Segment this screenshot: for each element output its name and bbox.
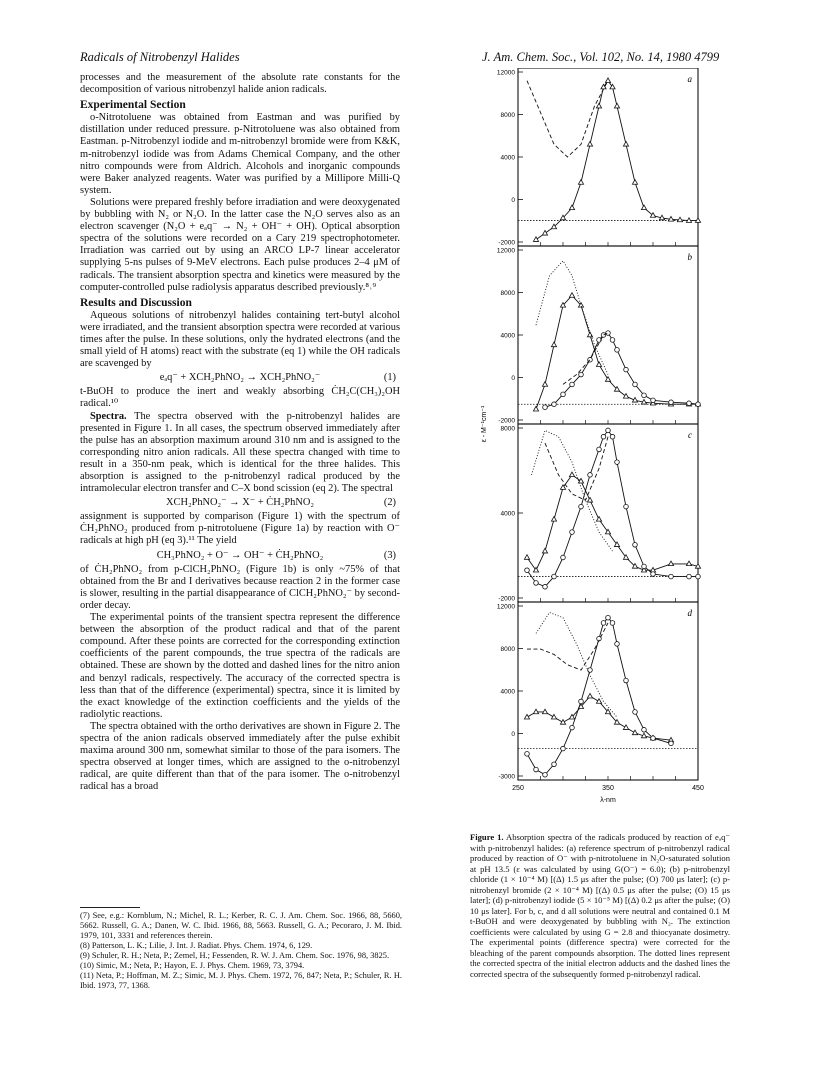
results-paragraph-4: of ĊH₂PhNO₂ from p-ClCH₂PhNO₂ (Figure 1b) is only ~75% of that obtained from the Br and I derivatives because reaction 2 in the former case is slower, resulting in the partial disappearance of ClCH₂PhNO₂⁻ by second-order decay. — [80, 563, 400, 611]
y-tick-label: 12000 — [496, 247, 515, 255]
series-dashed-line — [527, 623, 608, 670]
data-point-circle — [624, 678, 629, 683]
y-tick-label: -2000 — [498, 417, 515, 425]
data-point-triangle — [524, 714, 529, 719]
y-tick-label: -2000 — [498, 239, 515, 247]
equation-1-text: eₐq⁻ + XCH₂PhNO₂ → XCH₂PhNO₂⁻ — [159, 372, 321, 384]
data-point-circle — [610, 434, 615, 439]
reference-7: (7) See, e.g.: Kornblum, N.; Michel, R. L.; Kerber, R. C. J. Am. Chem. Soc. 1966, 88, 5660, 5662. Russell, G. A.; Danen, W. C. Ibid. 1966, 88, 5663. Russell, G. A.; Pecoraro, J. M. Ibid. 1979, 101, 3331 and references therein. — [80, 911, 402, 940]
experimental-paragraph-1: o-Nitrotoluene was obtained from Eastman and was purified by distillation under reduced pressure. p-Nitrotoluene was also obtained from Eastman. p-Nitrobenzyl iodide and m-nitrobenzyl bromide were from K&K, m-nitrobenzyl iodide was from Adams Chemical Company, and the other nitro compounds were from Aldrich. Alcohols and inorganic compounds were Baker analyzed reagents. Water was purified by a Millipore Milli-Q system. — [80, 112, 400, 196]
data-point-circle — [601, 333, 606, 338]
data-point-triangle — [632, 180, 637, 185]
running-head-right: J. Am. Chem. Soc., Vol. 102, No. 14, 1980 4799 — [482, 50, 720, 64]
data-point-circle — [669, 400, 674, 405]
equation-2-text: XCH₂PhNO₂⁻ → X⁻ + ĊH₂PhNO₂ — [166, 497, 314, 509]
data-point-circle — [552, 402, 557, 407]
data-point-triangle — [551, 517, 556, 522]
x-tick-label: 450 — [692, 785, 704, 792]
y-tick-label: 12000 — [496, 69, 515, 77]
data-point-circle — [597, 447, 602, 452]
results-paragraph-2: t-BuOH to produce the inert and weakly absorbing ĊH₂C(CH₃)₂OH radical.¹⁰ — [80, 386, 400, 410]
y-tick-label: 8000 — [500, 425, 515, 433]
data-point-circle — [642, 564, 647, 569]
data-point-triangle — [542, 230, 547, 235]
figure-caption — [470, 832, 730, 979]
data-point-triangle — [641, 205, 646, 210]
data-point-triangle — [623, 394, 628, 399]
panel-label: a — [687, 74, 692, 84]
x-tick-label: 350 — [602, 785, 614, 792]
data-point-triangle — [542, 709, 547, 714]
data-point-triangle — [560, 720, 565, 725]
data-point-circle — [642, 393, 647, 398]
data-point-circle — [624, 504, 629, 509]
x-tick-label: 250 — [512, 785, 524, 792]
data-point-circle — [624, 367, 629, 372]
y-tick-label: 12000 — [496, 603, 515, 611]
data-point-circle — [633, 382, 638, 387]
data-point-triangle — [668, 561, 673, 566]
data-point-circle — [642, 727, 647, 732]
results-paragraph-6: The spectra obtained with the ortho derivatives are shown in Figure 2. The spectra of the anion radicals observed immediately after the pulse exhibit maxima around 300 nm, somewhat similar to those of the para isomers. The spectra observed at longer times, which are assigned to the o-nitrobenzyl radical, are quite different than that of the para isomer. The o-nitrobenzyl radical has a broad — [80, 720, 400, 793]
data-point-circle — [588, 668, 593, 673]
series-circle-line — [545, 333, 698, 407]
y-tick-label: 8000 — [500, 112, 515, 119]
data-point-triangle — [587, 693, 592, 698]
data-point-circle — [610, 338, 615, 343]
data-point-triangle — [587, 497, 592, 502]
equation-2 — [80, 497, 400, 509]
spectra-text: The spectra observed with the p-nitrobenzyl halides are presented in Figure 1. In all cases, the spectrum observed immediately after the pulse has an absorption maximum around 310 nm and is assigned to the corresponding nitro anion radicals. All these spectra changed with time to result in a 350-nm peak, which is identical for the three halides. This absorption is assigned to the p-nitrobenzyl radical produced by the intramolecular electron transfer and C–X bond scission (eq 2). The spectral — [80, 410, 400, 495]
footnote-rule — [80, 907, 140, 908]
reference-9: (9) Schuler, R. H.; Neta, P.; Zemel, H.; Fessenden, R. W. J. Am. Chem. Soc. 1976, 98, 3825. — [80, 951, 390, 960]
y-tick-label: 0 — [511, 375, 515, 382]
data-point-triangle — [542, 382, 547, 387]
results-heading: Results and Discussion — [80, 296, 192, 309]
data-point-triangle — [623, 141, 628, 146]
data-point-circle — [651, 736, 656, 741]
series-triangle-line — [527, 475, 698, 570]
data-point-circle — [669, 574, 674, 579]
references — [80, 907, 402, 991]
figure-1 — [476, 68, 726, 830]
data-point-circle — [561, 392, 566, 397]
data-point-circle — [570, 725, 575, 730]
data-point-triangle — [542, 548, 547, 553]
data-point-circle — [579, 372, 584, 377]
equation-3 — [80, 550, 400, 562]
data-point-circle — [651, 398, 656, 403]
results-paragraph-3: assignment is supported by comparison (Figure 1) with the spectrum of ĊH₂PhNO₂ produced from p-nitrotoluene (Figure 1a) by reaction with O⁻ radicals at high pH (eq 3).¹¹ The yield — [80, 511, 400, 547]
data-point-triangle — [569, 205, 574, 210]
data-point-triangle — [686, 561, 691, 566]
data-point-triangle — [596, 103, 601, 108]
data-point-circle — [601, 621, 606, 626]
y-axis-label: ε - M⁻¹cm⁻¹ — [481, 405, 488, 443]
spectra-runin-heading: Spectra. — [90, 410, 127, 422]
data-point-circle — [606, 615, 611, 620]
data-point-circle — [543, 405, 548, 410]
data-point-circle — [552, 574, 557, 579]
running-head-left: Radicals of Nitrobenzyl Halides — [80, 50, 240, 64]
data-point-circle — [615, 642, 620, 647]
data-point-circle — [687, 574, 692, 579]
panel-label: b — [687, 252, 692, 262]
data-point-circle — [525, 568, 530, 573]
x-axis-label: λ-nm — [600, 797, 616, 804]
spectra-paragraph — [80, 411, 400, 496]
data-point-triangle — [695, 218, 700, 223]
figure-caption-text: Absorption spectra of the radicals produced by reaction of eₐq⁻ with p-nitrobenzyl halides: (a) reference spectrum of p-nitrobenzyl radical produced by reaction of O⁻ with p-nitrotoluene in N₂O-saturated solution at pH 13.5 (ε was calculated by using G(O⁻) = 6.0); (b) p-nitrobenzyl chloride (1 × 10⁻⁴ M) [(Δ) 1.5 μs after the pulse; (O) 700 μs later]; (c) p-nitrobenzyl bromide (2 × 10⁻⁴ M) [(Δ) 0.5 μs after the pulse; (O) 15 μs later]; (d) p-nitrobenzyl iodide (5 × 10⁻⁵ M) [(Δ) 0.2 μs after the pulse; (O) 10 μs later]. For b, c, and d all solutions were neutral and contained 0.1 M t-BuOH and were deoxygenated by bubbling with N₂. The extinction coefficients were calculated by using G = 2.8 and thiocyanate dosimetry. The experimental points (difference spectra) were corrected for the bleaching of the parent compounds absorption. The dotted lines represent the corrected spectra of the initial electron adducts and the dashed lines the corrected spectra of the subsequently formed p-nitrobenzyl radical. — [470, 832, 730, 979]
data-point-circle — [633, 710, 638, 715]
data-point-triangle — [596, 699, 601, 704]
equation-1-number: (1) — [383, 372, 396, 384]
data-point-circle — [687, 401, 692, 406]
data-point-triangle — [614, 103, 619, 108]
reference-8: (8) Patterson, L. K.; Lilie, J. Int. J. Radiat. Phys. Chem. 1974, 6, 129. — [80, 941, 313, 950]
data-point-triangle — [551, 714, 556, 719]
left-column — [80, 72, 400, 793]
experimental-heading: Experimental Section — [80, 99, 186, 112]
data-point-triangle — [551, 342, 556, 347]
data-point-triangle — [533, 406, 538, 411]
data-point-circle — [610, 621, 615, 626]
results-paragraph-1: Aqueous solutions of nitrobenzyl halides containing tert-butyl alcohol were irradiated, and the transient absorption spectra were recorded at various times after the pulse. In these solutions, only the hydrated electrons (and the small yield of H atoms) react with the substrate (eq 1) while the OH radicals are scavenged by — [80, 309, 400, 370]
data-point-circle — [606, 331, 611, 336]
data-point-circle — [669, 741, 674, 746]
data-point-triangle — [524, 555, 529, 560]
data-point-triangle — [569, 472, 574, 477]
y-tick-label: -3000 — [498, 773, 515, 781]
y-tick-label: -2000 — [498, 595, 515, 603]
data-point-circle — [525, 752, 530, 757]
data-point-circle — [615, 348, 620, 353]
reference-11: (11) Neta, P.; Hoffman, M. Z.; Simic, M. J. Phys. Chem. 1972, 76, 847; Neta, P.; Schuler, R. H. Ibid. 1973, 77, 1368. — [80, 971, 402, 990]
data-point-triangle — [578, 478, 583, 483]
panel-label: c — [688, 430, 692, 440]
data-point-circle — [579, 699, 584, 704]
data-point-circle — [601, 434, 606, 439]
data-point-circle — [561, 746, 566, 751]
results-paragraph-5: The experimental points of the transient spectra represent the difference between the absorption of the product radical and that of the parent compound. After these points are corrected for the corresponding extinction coefficients of the parent compounds, the true spectra of the radicals are obtained. These are shown by the dotted and dashed lines for the nitro anion and benzyl radicals, respectively. The accuracy of the corrected spectra is less than that of the difference (experimental) spectra, since it is limited by the exact knowledge of the extinction coefficients and the yields of the radiolytic reactions. — [80, 612, 400, 720]
series-dashed-line — [545, 437, 608, 501]
data-point-circle — [696, 574, 701, 579]
y-tick-label: 4000 — [500, 332, 515, 340]
equation-3-number: (3) — [383, 549, 396, 561]
data-point-triangle — [605, 377, 610, 382]
data-point-circle — [543, 584, 548, 589]
intro-paragraph: processes and the measurement of the absolute rate constants for the decomposition of various nitrobenzyl halide anion radicals. — [80, 72, 400, 96]
data-point-circle — [552, 762, 557, 767]
data-point-triangle — [632, 730, 637, 735]
y-tick-label: 0 — [511, 197, 515, 204]
panel-frame — [518, 602, 698, 780]
y-tick-label: 4000 — [500, 154, 515, 162]
equation-2-number: (2) — [383, 497, 396, 509]
data-point-triangle — [587, 141, 592, 146]
data-point-circle — [633, 542, 638, 547]
data-point-circle — [579, 504, 584, 509]
data-point-triangle — [569, 293, 574, 298]
data-point-circle — [615, 460, 620, 465]
experimental-paragraph-2: Solutions were prepared freshly before irradiation and were deoxygenated by bubbling with N₂ or N₂O. In the latter case the N₂O serves also as an electron scavenger (N₂O + eₐq⁻ → N₂ + OH⁻ + OH). Optical absorption spectra of the solutions were recorded on a Cary 219 spectrophotometer. Irradiation was carried out by using an ARCO LP-7 linear accelerator supplying 5-ns pulses of 9-MeV electrons. Each pulse produces 2–4 μM of radicals. The transient absorption spectra and kinetics were measured by the computer-controlled pulse radiolysis apparatus described previously.⁸˒⁹ — [80, 196, 400, 293]
data-point-circle — [534, 581, 539, 586]
y-tick-label: 4000 — [500, 510, 515, 518]
y-tick-label: 8000 — [500, 646, 515, 653]
panel-a — [497, 68, 701, 247]
data-point-triangle — [596, 517, 601, 522]
data-point-circle — [561, 555, 566, 560]
data-point-circle — [543, 772, 548, 777]
data-point-circle — [534, 767, 539, 772]
y-tick-label: 8000 — [500, 290, 515, 297]
data-point-circle — [570, 382, 575, 387]
data-point-triangle — [533, 709, 538, 714]
data-point-circle — [588, 473, 593, 478]
panel-label: d — [687, 608, 692, 618]
panel-c — [498, 424, 700, 603]
y-tick-label: 4000 — [500, 688, 515, 696]
figure-caption-label: Figure 1. — [470, 832, 504, 842]
data-point-triangle — [533, 237, 538, 242]
data-point-circle — [570, 530, 575, 535]
panel-b — [497, 246, 701, 425]
data-point-triangle — [596, 362, 601, 367]
reference-10: (10) Simic, M.; Neta, P.; Hayon, E. J. Phys. Chem. 1969, 73, 3794. — [80, 961, 305, 970]
data-point-circle — [696, 402, 701, 407]
y-tick-label: 0 — [511, 731, 515, 738]
equation-1 — [80, 372, 400, 384]
equation-3-text: CH₃PhNO₂ + O⁻ → OH⁻ + ĊH₂PhNO₂ — [156, 549, 324, 561]
panel-d — [497, 602, 698, 781]
data-point-triangle — [623, 725, 628, 730]
data-point-triangle — [578, 180, 583, 185]
data-point-circle — [651, 572, 656, 577]
data-point-circle — [606, 428, 611, 433]
data-point-triangle — [605, 78, 610, 83]
